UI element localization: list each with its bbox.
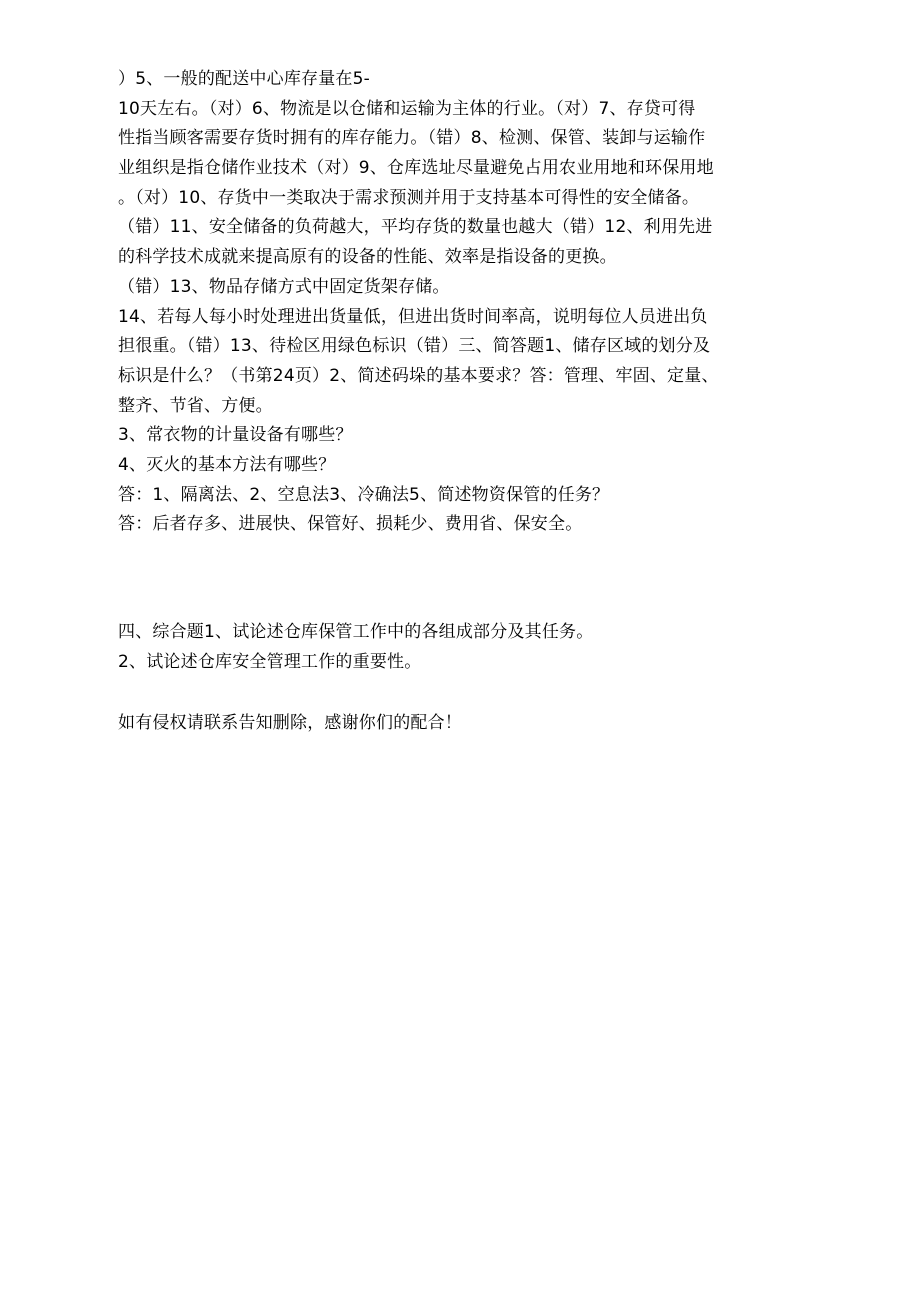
text-line: 2、试论述仓库安全管理工作的重要性。 <box>118 651 422 672</box>
text-line: 4、灭火的基本方法有哪些？ <box>118 454 336 475</box>
text-line: （错）11、安全储备的负荷越大，平均存货的数量也越大（错）12、利用先进 <box>118 217 713 238</box>
comprehensive-questions-block <box>118 618 808 677</box>
text-line: 性指当顾客需要存货时拥有的库存能力。（错）8、检测、保管、装卸与运输作 <box>118 128 706 149</box>
footer-notice <box>118 709 808 739</box>
text-line: 业组织是指仓储作业技术（对）9、仓库选址尽量避免占用农业用地和环保用地 <box>118 158 714 179</box>
text-line: 的科学技术成就来提高原有的设备的性能、效率是指设备的更换。 <box>118 247 617 268</box>
exam-answers-block <box>118 65 808 540</box>
text-line: 14、若每人每小时处理进出货量低，但进出货时间率高，说明每位人员进出负 <box>118 306 708 327</box>
text-line: 答：后者存多、进展快、保管好、损耗少、费用省、保安全。 <box>118 514 583 535</box>
text-line: 3、常衣物的计量设备有哪些？ <box>118 425 353 446</box>
text-line: 整齐、节省、方便。 <box>118 395 273 416</box>
text-line: 答：1、隔离法、2、空息法3、冷确法5、简述物资保管的任务？ <box>118 484 610 505</box>
text-line: 四、综合题1、试论述仓库保管工作中的各组成部分及其任务。 <box>118 622 594 642</box>
footer-text: 如有侵权请联系告知删除，感谢你们的配合！ <box>118 713 462 733</box>
text-line: 。（对）10、存货中一类取决于需求预测并用于支持基本可得性的安全储备。 <box>118 187 700 208</box>
text-line: 标识是什么？（书第24页）2、简述码垛的基本要求？答：管理、牢固、定量、 <box>118 365 719 386</box>
text-line: （错）13、物品存储方式中固定货架存储。 <box>118 276 450 297</box>
text-line: 10天左右。（对）6、物流是以仓储和运输为主体的行业。（对）7、存贷可得 <box>118 98 696 119</box>
text-line: ）5、一般的配送中心库存量在5- <box>118 69 370 89</box>
text-line: 担很重。（错）13、待检区用绿色标识（错）三、简答题1、储存区域的划分及 <box>118 336 711 357</box>
